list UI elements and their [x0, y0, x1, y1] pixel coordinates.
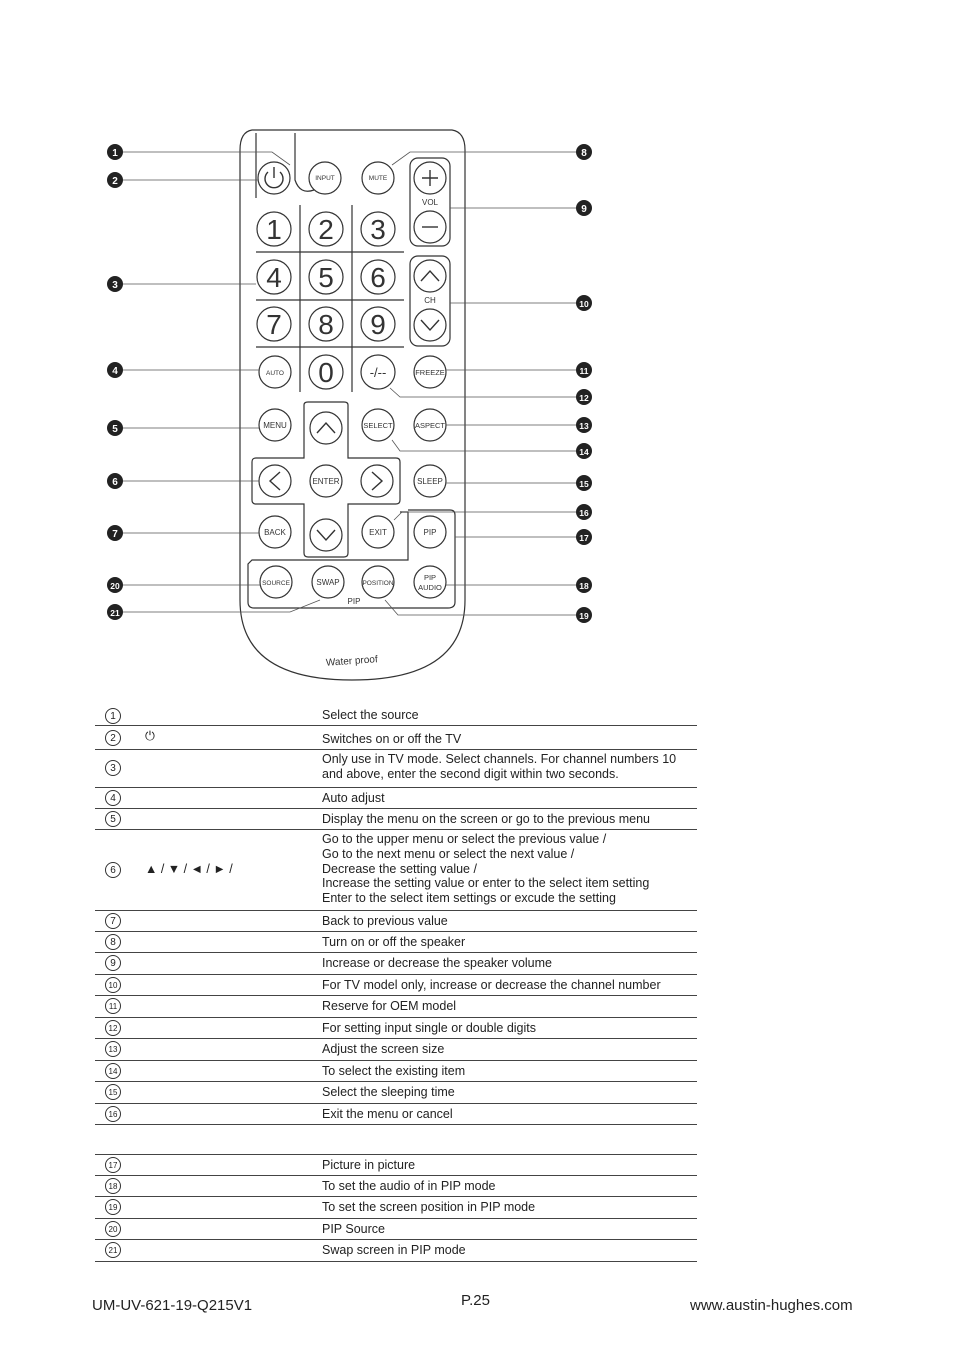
table-row [95, 932, 697, 953]
row-description: Back to previous value [322, 914, 448, 928]
callout-11-label: 11 [579, 366, 589, 376]
row-number: 19 [105, 1199, 121, 1215]
row-number: 5 [105, 811, 121, 827]
input-label: INPUT [315, 175, 335, 182]
callout-19-label: 19 [579, 611, 589, 621]
sleep-label: SLEEP [417, 477, 443, 486]
doc-code: UM-UV-621-19-Q215V1 [92, 1297, 253, 1314]
position-label: POSITION [362, 580, 394, 587]
row-number: 8 [105, 934, 121, 950]
row-description: Select the sleeping time [322, 1085, 455, 1099]
table-row [95, 726, 697, 750]
table-row [95, 750, 697, 788]
table-row [95, 911, 697, 932]
row-description: To set the screen position in PIP mode [322, 1200, 536, 1214]
exit-label: EXIT [369, 528, 387, 537]
row-description: Adjust the screen size [322, 1042, 445, 1056]
table-row [95, 1018, 697, 1039]
website-link[interactable]: www.austin-hughes.com [690, 1297, 853, 1314]
row-description: Exit the menu or cancel [322, 1107, 453, 1121]
table-row [95, 1176, 697, 1197]
row-description: For setting input single or double digits [322, 1021, 537, 1035]
select-label: SELECT [363, 421, 393, 430]
table-row [95, 1154, 697, 1176]
digit-4-label: 4 [266, 262, 282, 293]
waterproof-label: Water proof [325, 654, 379, 669]
row-number: 14 [105, 1063, 121, 1079]
row-description: Picture in picture [322, 1158, 416, 1172]
callout-21-label: 21 [110, 608, 120, 618]
callout-15-label: 15 [579, 479, 589, 489]
ch-up-button[interactable] [414, 260, 446, 292]
digit-1-label: 1 [266, 214, 282, 245]
callout-8-label: 8 [581, 148, 587, 159]
source-label: SOURCE [262, 580, 290, 587]
row-number: 11 [105, 998, 121, 1014]
row-description: To select the existing item [322, 1064, 466, 1078]
row-number: 17 [105, 1157, 121, 1173]
page-number: P.25 [461, 1292, 490, 1309]
freeze-label: FREEZE [415, 368, 445, 377]
row-description: Swap screen in PIP mode [322, 1243, 466, 1257]
dash-label: -/-- [369, 365, 387, 380]
row-number: 20 [105, 1221, 121, 1237]
row-description: For TV model only, increase or decrease the channel number [322, 978, 661, 992]
callout-1-label: 1 [112, 148, 118, 159]
row-number: 13 [105, 1041, 121, 1057]
chevron-left-icon [270, 472, 280, 490]
pip-audio-button[interactable] [414, 566, 446, 598]
row-description: Select the source [322, 708, 419, 722]
pip-audio-label-2: AUDIO [418, 583, 442, 592]
table-row [95, 975, 697, 996]
table-row [95, 1039, 697, 1061]
plus-icon [422, 170, 438, 186]
row-description: To set the audio of in PIP mode [322, 1179, 496, 1193]
power-icon [265, 167, 283, 188]
row-description: Go to the upper menu or select the previous value / Go to the next menu or select the next value / Decrease the setting value / Increase the setting value or enter to the select item setting Enter to the select item settings or excude the setting [322, 832, 650, 906]
enter-label: ENTER [312, 477, 340, 486]
callout-6-label: 6 [112, 477, 118, 488]
button-function-table [95, 705, 697, 1125]
row-description: Display the menu on the screen or go to the previous menu [322, 812, 650, 826]
callout-2-label: 2 [112, 176, 118, 187]
aspect-label: ASPECT [414, 421, 446, 430]
table-row [95, 830, 697, 911]
row-number: 6 [105, 862, 121, 878]
digit-7-label: 7 [266, 309, 282, 340]
table-row [95, 1061, 697, 1082]
left-button[interactable] [259, 465, 291, 497]
down-button[interactable] [310, 519, 342, 551]
row-number: 12 [105, 1020, 121, 1036]
callout-4-label: 4 [112, 366, 118, 377]
digit-0-label: 0 [318, 357, 334, 388]
power-icon: ⏻ [145, 729, 155, 743]
row-number: 16 [105, 1106, 121, 1122]
row-number: 9 [105, 955, 121, 971]
callout-16-label: 16 [579, 508, 589, 518]
callout-18-label: 18 [579, 581, 589, 591]
menu-label: MENU [263, 421, 287, 430]
digit-5-label: 5 [318, 262, 334, 293]
table-row [95, 1104, 697, 1125]
row-description: Increase or decrease the speaker volume [322, 956, 552, 970]
swap-label: SWAP [316, 578, 340, 587]
back-label: BACK [264, 528, 286, 537]
pip-audio-label-1: PIP [423, 573, 437, 582]
row-number: 21 [105, 1242, 121, 1258]
callouts [107, 144, 592, 623]
pip-label: PIP [423, 528, 437, 537]
pip-function-table [95, 1154, 697, 1262]
digit-8-label: 8 [318, 309, 334, 340]
table-row [95, 1197, 697, 1219]
row-number: 18 [105, 1178, 121, 1194]
callout-12-label: 12 [579, 393, 589, 403]
table-row [95, 705, 697, 726]
callout-13-label: 13 [579, 421, 589, 431]
row-description: Switches on or off the TV [322, 732, 462, 746]
row-key: ▲ / ▼ / ◄ / ► / [145, 862, 233, 876]
digit-9-label: 9 [370, 309, 386, 340]
table-row [95, 1240, 697, 1262]
vol-label: VOL [421, 198, 439, 207]
digit-2-label: 2 [318, 214, 334, 245]
table-row [95, 1082, 697, 1104]
callout-5-label: 5 [112, 424, 118, 435]
row-number: 7 [105, 913, 121, 929]
callout-3-label: 3 [112, 280, 118, 291]
digit-6-label: 6 [370, 262, 386, 293]
callout-10-label: 10 [579, 299, 589, 309]
table-row [95, 788, 697, 809]
table-row [95, 809, 697, 830]
row-description: Only use in TV mode. Select channels. For channel numbers 10 and above, enter the second digit within two seconds. [322, 752, 677, 781]
chevron-up-icon [317, 423, 335, 433]
row-description: Auto adjust [322, 791, 385, 805]
row-description: Turn on or off the speaker [322, 935, 466, 949]
auto-label: AUTO [266, 370, 284, 377]
right-button[interactable] [361, 465, 393, 497]
row-description: PIP Source [322, 1222, 386, 1236]
row-number: 3 [105, 760, 121, 776]
callout-20-label: 20 [110, 581, 120, 591]
chevron-right-icon [372, 472, 382, 490]
callout-14-label: 14 [579, 447, 589, 457]
ch-label: CH [424, 296, 436, 305]
ch-down-button[interactable] [414, 309, 446, 341]
chevron-up-icon [421, 271, 439, 281]
row-number: 1 [105, 708, 121, 724]
chevron-down-icon [317, 530, 335, 540]
mute-label: MUTE [368, 175, 388, 182]
row-number: 10 [105, 977, 121, 993]
up-button[interactable] [310, 412, 342, 444]
row-number: 4 [105, 790, 121, 806]
table-row [95, 953, 697, 975]
table-row [95, 996, 697, 1018]
pip-group-label: PIP [347, 597, 361, 606]
table-row [95, 1219, 697, 1240]
row-description: Reserve for OEM model [322, 999, 457, 1013]
row-number: 15 [105, 1084, 121, 1100]
digit-3-label: 3 [370, 214, 386, 245]
callout-17-label: 17 [579, 533, 589, 543]
chevron-down-icon [421, 320, 439, 330]
callout-7-label: 7 [112, 529, 118, 540]
callout-9-label: 9 [581, 204, 587, 215]
row-number: 2 [105, 730, 121, 746]
